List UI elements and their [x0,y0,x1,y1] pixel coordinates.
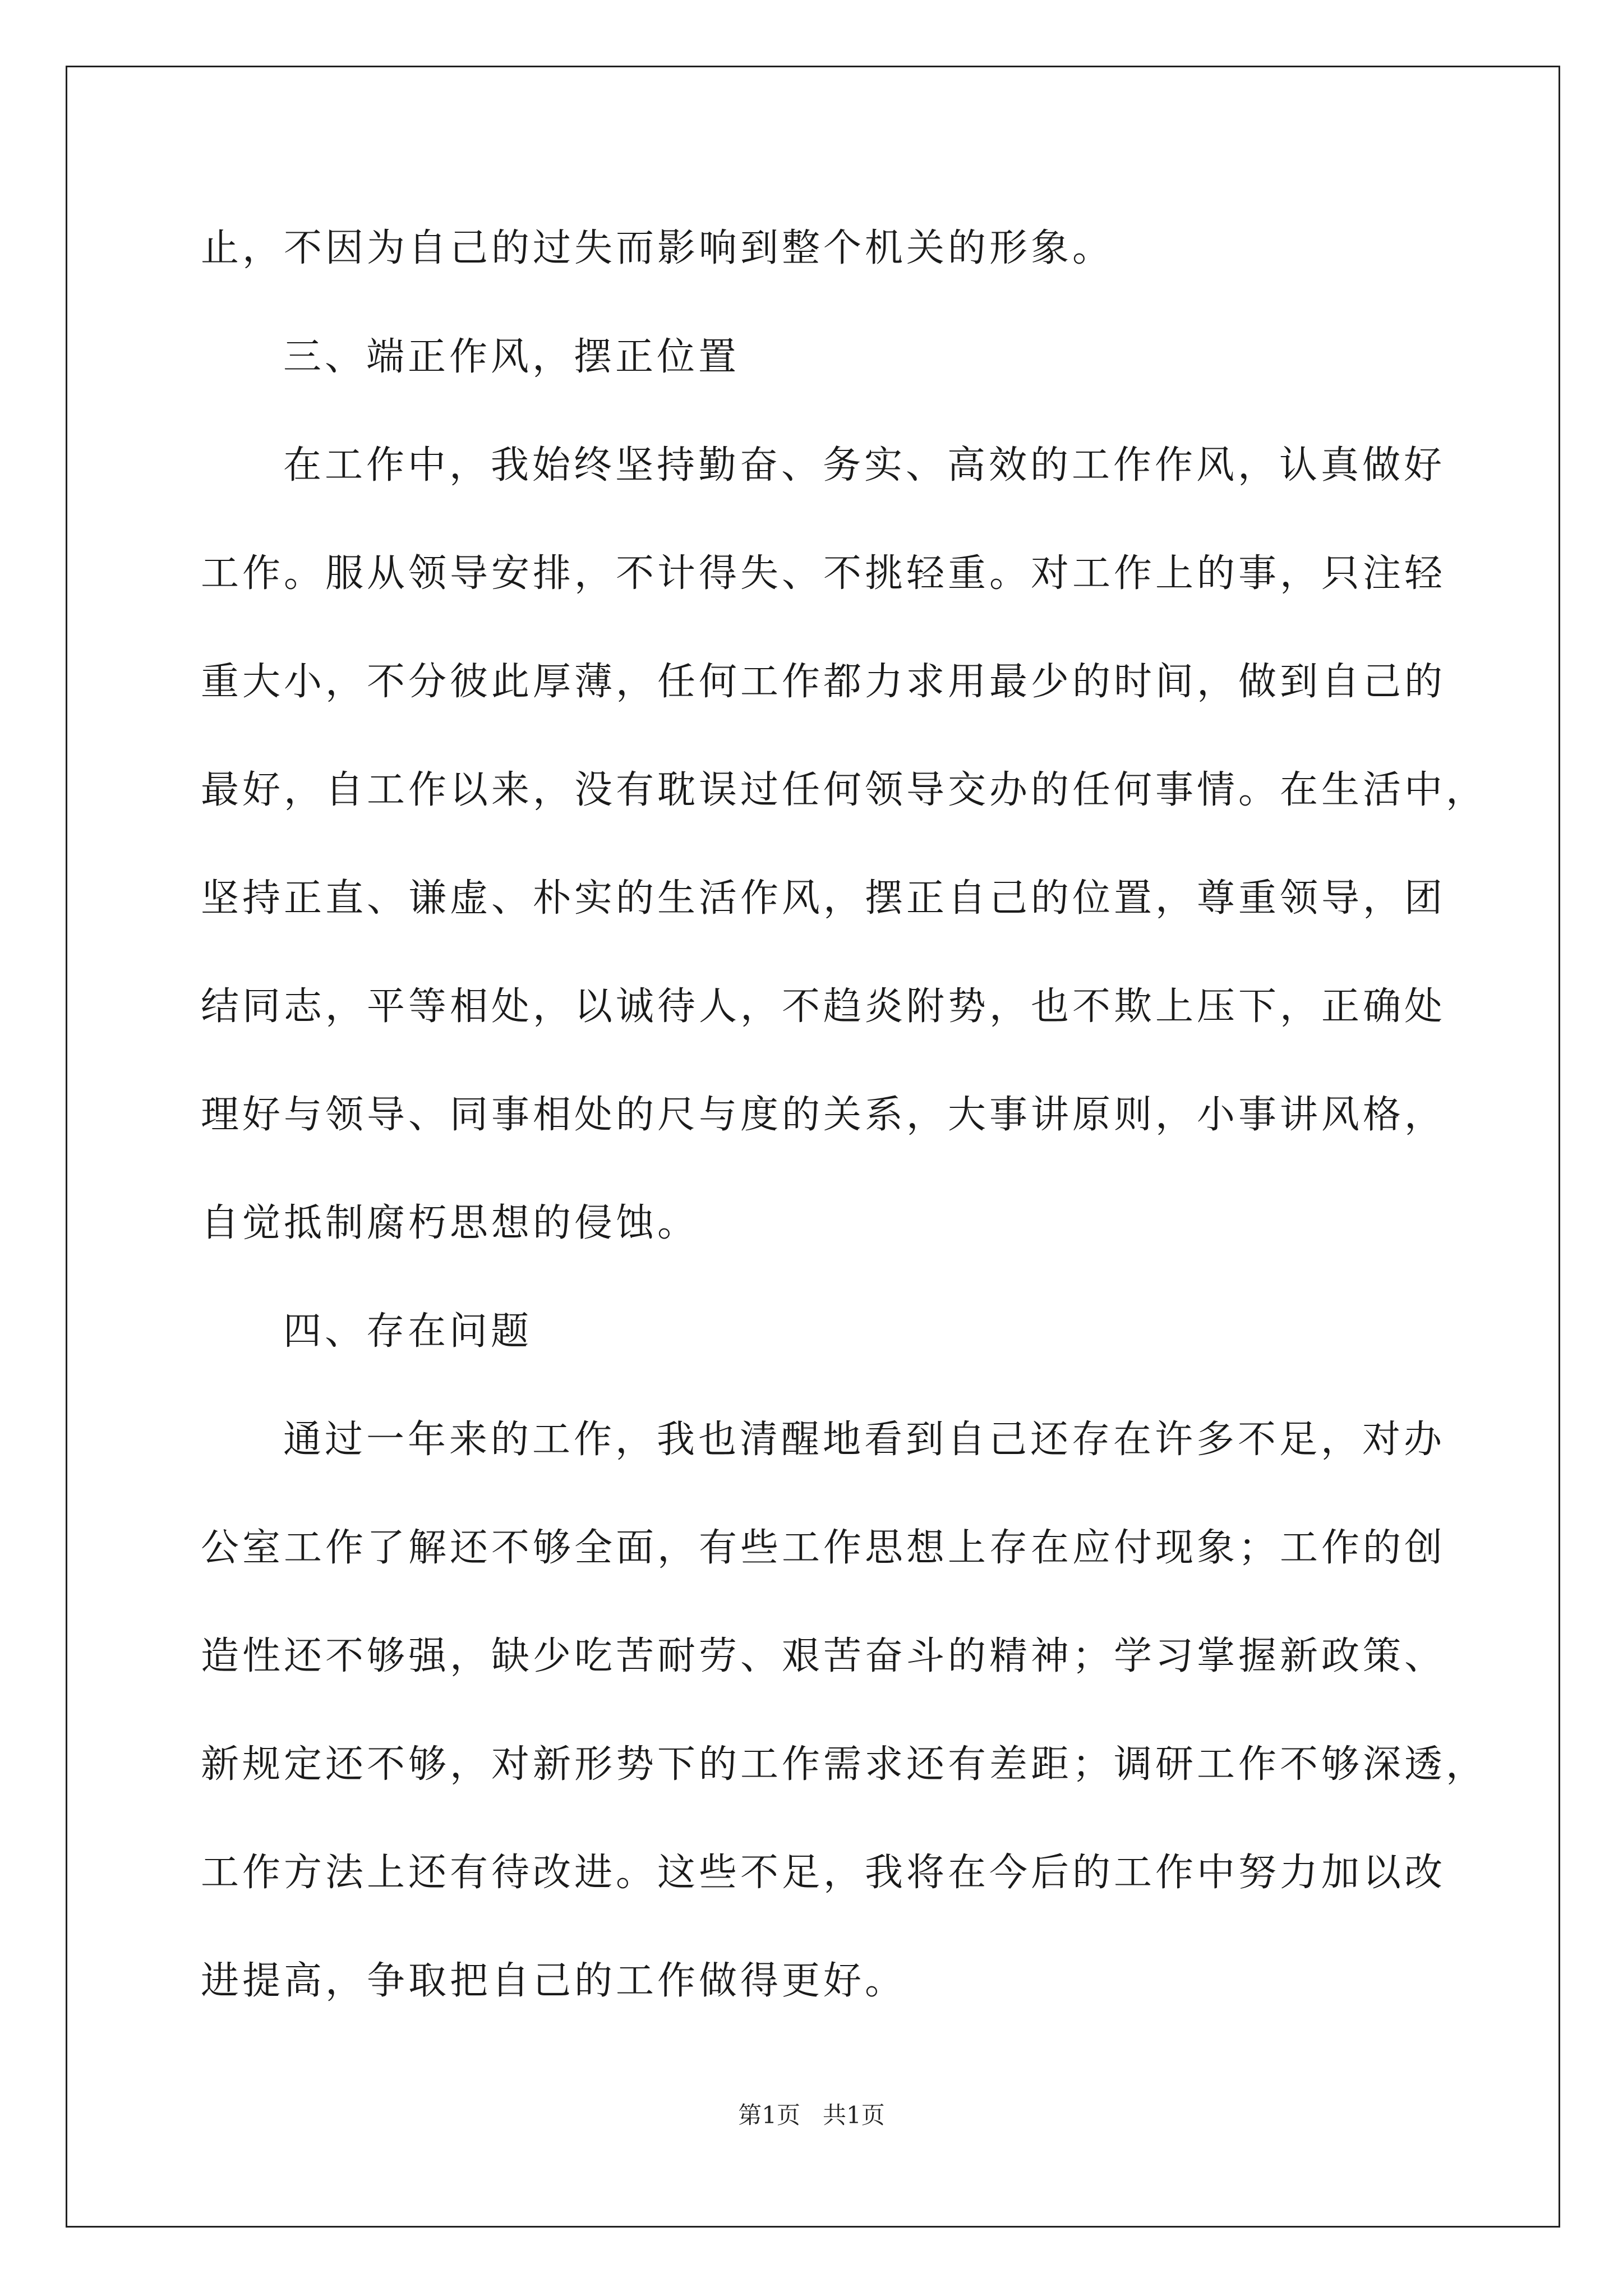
body-line-5: 重大小，不分彼此厚薄，任何工作都力求用最少的时间，做到自己的 [201,660,1446,704]
body-line-12: 通过一年来的工作，我也清醒地看到自己还存在许多不足，对办 [283,1418,1446,1462]
body-line-16: 工作方法上还有待改进。这些不足，我将在今后的工作中努力加以改 [201,1851,1446,1895]
body-line-7: 坚持正直、谦虚、朴实的生活作风，摆正自己的位置，尊重领导，团 [201,876,1446,921]
body-line-13: 公室工作了解还不够全面，有些工作思想上存在应付现象；工作的创 [201,1526,1446,1570]
body-line-3: 在工作中，我始终坚持勤奋、务实、高效的工作作风，认真做好 [283,443,1446,487]
page-number: 第1页 共1页 [738,2101,885,2129]
body-line-9: 理好与领导、同事相处的尺与度的关系，大事讲原则，小事讲风格， [201,1093,1446,1137]
section-heading-4: 四、存在问题 [283,1309,533,1354]
section-heading-3: 三、端正作风，摆正位置 [283,335,740,379]
body-line-17: 进提高，争取把自己的工作做得更好。 [201,1959,907,2003]
body-line-10: 自觉抵制腐朽思想的侵蚀。 [201,1201,699,1245]
body-line-6: 最好，自工作以来，没有耽误过任何领导交办的任何事情。在生活中， [201,768,1488,812]
body-line-14: 造性还不够强，缺少吃苦耐劳、艰苦奋斗的精神；学习掌握新政策、 [201,1634,1446,1678]
body-line-4: 工作。服从领导安排，不计得失、不挑轻重。对工作上的事，只注轻 [201,551,1446,596]
body-line-1: 止，不因为自己的过失而影响到整个机关的形象。 [201,226,1114,270]
page-border [66,66,1560,2228]
body-line-15: 新规定还不够，对新形势下的工作需求还有差距；调研工作不够深透， [201,1742,1488,1787]
body-line-8: 结同志，平等相处，以诚待人，不趋炎附势，也不欺上压下，正确处 [201,984,1446,1029]
